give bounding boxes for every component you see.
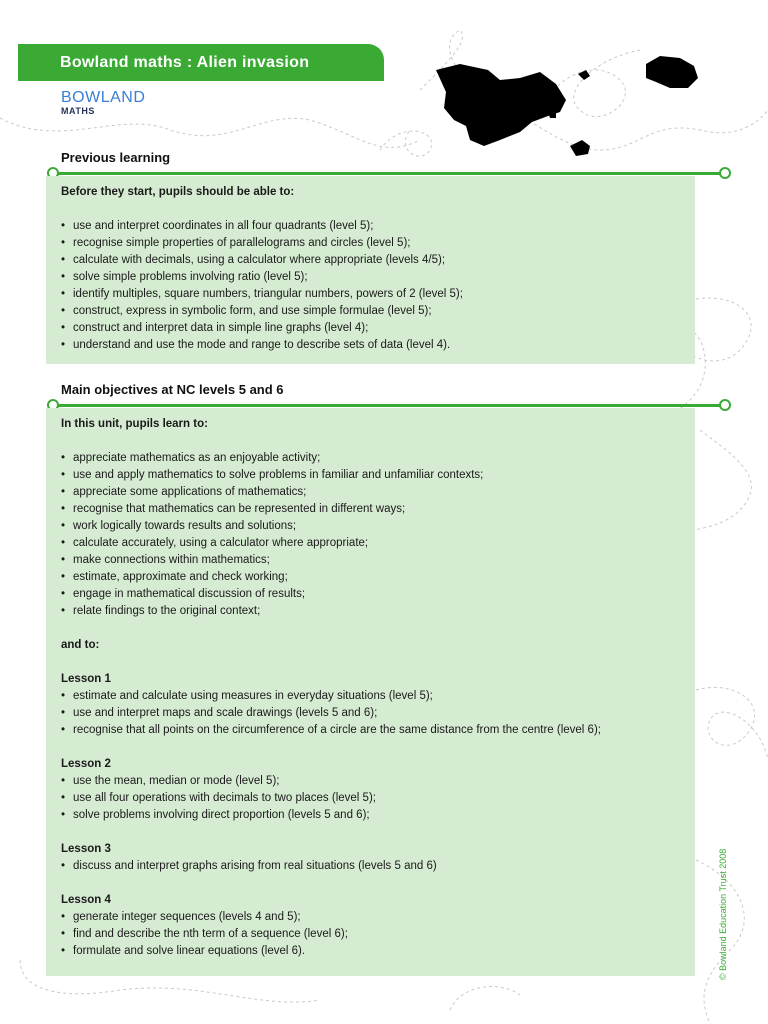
title-banner: [18, 44, 384, 81]
list-item: • calculate with decimals, using a calculator where appropriate (levels 4/5);: [61, 252, 681, 269]
list-item: • use all four operations with decimals to two places (level 5);: [61, 790, 681, 807]
logo-subtitle: MATHS: [61, 106, 95, 116]
main-objectives-heading: Main objectives at NC levels 5 and 6: [61, 382, 284, 397]
list-item: • solve simple problems involving ratio (level 5);: [61, 269, 681, 286]
lesson-title: Lesson 2: [61, 758, 111, 770]
previous-learning-list: [61, 218, 681, 354]
list-item: • relate findings to the original context;: [61, 603, 681, 620]
previous-learning-panel: [46, 176, 695, 364]
list-item: • engage in mathematical discussion of results;: [61, 586, 681, 603]
list-item: • use and interpret maps and scale drawings (levels 5 and 6);: [61, 705, 681, 722]
lesson-title: Lesson 4: [61, 894, 111, 906]
lesson-list: [61, 773, 681, 824]
list-item: • work logically towards results and solutions;: [61, 518, 681, 535]
list-item: • estimate and calculate using measures in everyday situations (level 5);: [61, 688, 681, 705]
banner-title: Bowland maths : Alien invasion: [60, 54, 310, 71]
lesson-list: [61, 909, 681, 960]
copyright-notice: © Bowland Education Trust 2008: [718, 848, 728, 980]
section-divider: [54, 404, 725, 407]
list-item: • generate integer sequences (levels 4 and 5);: [61, 909, 681, 926]
list-item: • appreciate mathematics as an enjoyable activity;: [61, 450, 681, 467]
list-item: • use and interpret coordinates in all four quadrants (level 5);: [61, 218, 681, 235]
list-item: • make connections within mathematics;: [61, 552, 681, 569]
lesson-title: Lesson 3: [61, 843, 111, 855]
bowland-logo: [61, 89, 145, 116]
list-item: • construct, express in symbolic form, and use simple formulae (level 5);: [61, 303, 681, 320]
main-objectives-lead: In this unit, pupils learn to:: [61, 418, 208, 430]
section-divider: [54, 172, 725, 175]
list-item: • identify multiples, square numbers, triangular numbers, powers of 2 (level 5);: [61, 286, 681, 303]
and-to-label: and to:: [61, 639, 100, 651]
objectives-list: [61, 450, 681, 620]
list-item: • discuss and interpret graphs arising from real situations (levels 5 and 6): [61, 858, 681, 875]
divider-right-ring: [719, 167, 731, 179]
list-item: • formulate and solve linear equations (level 6).: [61, 943, 681, 960]
lesson-list: [61, 858, 681, 875]
list-item: • calculate accurately, using a calculator where appropriate;: [61, 535, 681, 552]
lesson-title: Lesson 1: [61, 673, 111, 685]
previous-learning-lead: Before they start, pupils should be able to:: [61, 186, 295, 198]
list-item: • recognise that mathematics can be represented in different ways;: [61, 501, 681, 518]
list-item: • construct and interpret data in simple line graphs (level 4);: [61, 320, 681, 337]
list-item: • find and describe the nth term of a sequence (level 6);: [61, 926, 681, 943]
list-item: • recognise simple properties of parallelograms and circles (level 5);: [61, 235, 681, 252]
logo-wordmark: BOWLAND: [61, 89, 146, 106]
list-item: • use the mean, median or mode (level 5);: [61, 773, 681, 790]
list-item: • appreciate some applications of mathematics;: [61, 484, 681, 501]
previous-learning-heading: Previous learning: [61, 150, 171, 165]
list-item: • use and apply mathematics to solve problems in familiar and unfamiliar contexts;: [61, 467, 681, 484]
divider-right-ring: [719, 399, 731, 411]
main-objectives-panel: [46, 408, 695, 976]
list-item: • understand and use the mode and range to describe sets of data (level 4).: [61, 337, 681, 354]
list-item: • estimate, approximate and check working;: [61, 569, 681, 586]
lesson-list: [61, 688, 681, 739]
list-item: • solve problems involving direct proportion (levels 5 and 6);: [61, 807, 681, 824]
list-item: • recognise that all points on the circumference of a circle are the same distance from the centre (level 6);: [61, 722, 681, 739]
